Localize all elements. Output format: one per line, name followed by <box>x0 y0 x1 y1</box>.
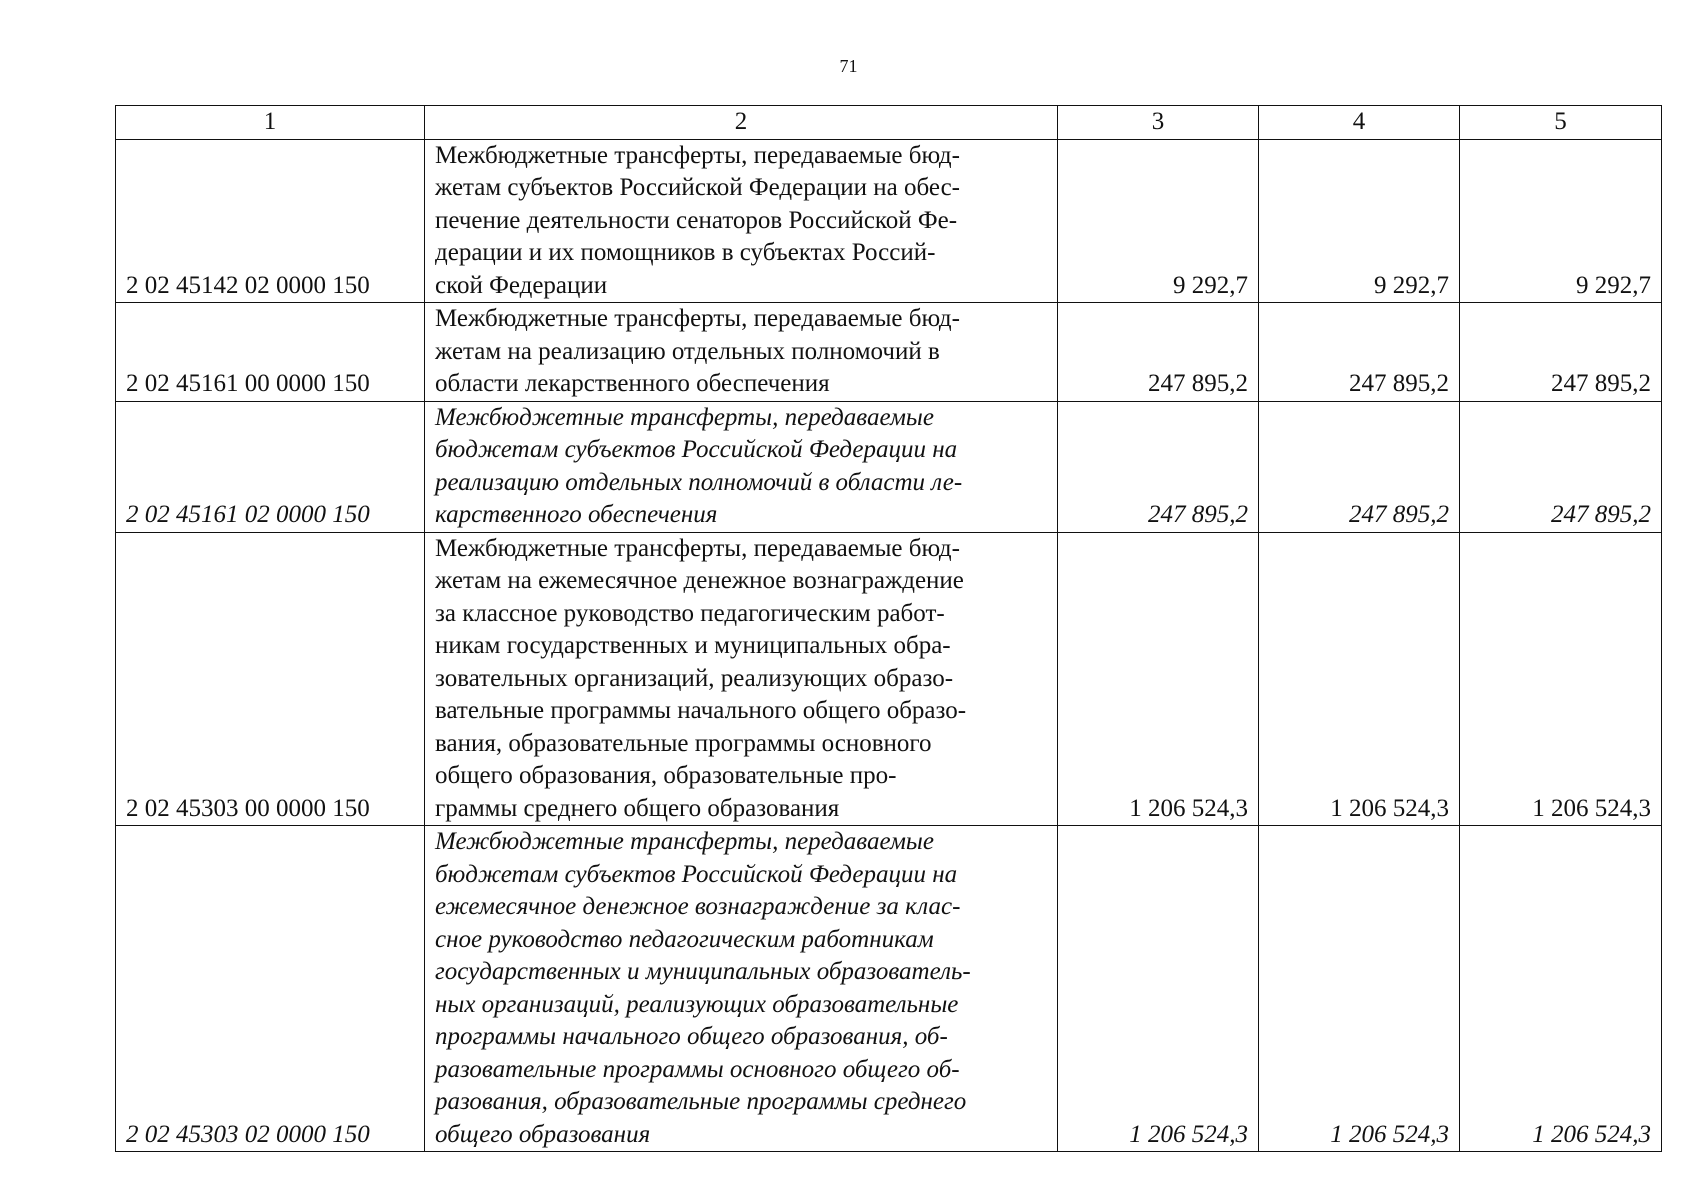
description-line: ных организаций, реализующих образовательные <box>435 990 959 1018</box>
header-column-4: 4 <box>1259 106 1460 140</box>
description-line: карственного обеспечения <box>435 501 718 528</box>
description-line: общего образования <box>435 1120 651 1148</box>
description-line: общего образования, образовательные про- <box>435 762 897 789</box>
header-column-5: 5 <box>1460 106 1662 140</box>
description-cell <box>425 826 1058 1152</box>
description-line: Межбюджетные трансферты, передаваемые <box>435 828 934 855</box>
table-row <box>116 303 1662 402</box>
table-row <box>116 532 1662 826</box>
description-line: Межбюджетные трансферты, передаваемые бюд- <box>435 141 960 169</box>
budget-code-cell: 2 02 45161 00 0000 150 <box>116 303 425 402</box>
amount-cell-column-5: 1 206 524,3 <box>1460 532 1662 826</box>
description-line: разовательные программы основного общего об- <box>435 1055 960 1083</box>
description-line: вания, образовательные программы основного <box>435 729 932 757</box>
budget-code-cell: 2 02 45142 02 0000 150 <box>116 139 425 303</box>
description-cell <box>425 139 1058 303</box>
amount-cell-column-5: 247 895,2 <box>1460 303 1662 402</box>
description-line: Межбюджетные трансферты, передаваемые бюд- <box>435 305 960 332</box>
amount-cell-column-4: 9 292,7 <box>1259 139 1460 303</box>
header-column-2: 2 <box>425 106 1058 140</box>
table-row <box>116 401 1662 532</box>
table-body <box>116 139 1662 1152</box>
page-number: 71 <box>839 56 858 76</box>
description-cell <box>425 401 1058 532</box>
description-cell <box>425 532 1058 826</box>
description-line: ской Федерации <box>435 271 608 299</box>
amount-cell-column-3: 9 292,7 <box>1058 139 1259 303</box>
table-header-row <box>116 106 1662 140</box>
header-column-3: 3 <box>1058 106 1259 140</box>
description-line: программы начального общего образования, об- <box>435 1023 948 1050</box>
description-line: разования, образовательные программы среднего <box>435 1088 967 1115</box>
description-line: жетам субъектов Российской Федерации на обес- <box>435 174 960 201</box>
amount-cell-column-4: 247 895,2 <box>1259 401 1460 532</box>
description-line: зовательных организаций, реализующих образо- <box>435 664 954 692</box>
table-row <box>116 826 1662 1152</box>
description-line: государственных и муниципальных образователь- <box>435 958 971 985</box>
amount-cell-column-3: 1 206 524,3 <box>1058 826 1259 1152</box>
description-cell <box>425 303 1058 402</box>
header-column-1: 1 <box>116 106 425 140</box>
description-line: за классное руководство педагогическим работ- <box>435 599 945 627</box>
description-line: ежемесячное денежное вознаграждение за клас- <box>435 893 961 920</box>
description-line: дерации и их помощников в субъектах Россий- <box>435 239 936 266</box>
description-line: Межбюджетные трансферты, передаваемые <box>435 403 934 431</box>
budget-code-cell: 2 02 45303 02 0000 150 <box>116 826 425 1152</box>
description-line: жетам на реализацию отдельных полномочий в <box>435 337 940 365</box>
table-row <box>116 139 1662 303</box>
description-line: граммы среднего общего образования <box>435 794 840 822</box>
description-line: Межбюджетные трансферты, передаваемые бюд- <box>435 534 960 562</box>
amount-cell-column-4: 247 895,2 <box>1259 303 1460 402</box>
description-line: бюджетам субъектов Российской Федерации на <box>435 436 958 463</box>
budget-table <box>115 105 1662 1152</box>
amount-cell-column-4: 1 206 524,3 <box>1259 826 1460 1152</box>
amount-cell-column-5: 247 895,2 <box>1460 401 1662 532</box>
amount-cell-column-5: 9 292,7 <box>1460 139 1662 303</box>
description-line: печение деятельности сенаторов Российской Фе- <box>435 206 958 234</box>
description-line: бюджетам субъектов Российской Федерации на <box>435 860 958 888</box>
amount-cell-column-3: 1 206 524,3 <box>1058 532 1259 826</box>
description-line: вательные программы начального общего образо- <box>435 697 967 724</box>
description-line: реализацию отдельных полномочий в области ле- <box>435 468 963 496</box>
budget-code-cell: 2 02 45161 02 0000 150 <box>116 401 425 532</box>
description-line: области лекарственного обеспечения <box>435 370 830 397</box>
description-line: сное руководство педагогическим работникам <box>435 925 934 953</box>
amount-cell-column-4: 1 206 524,3 <box>1259 532 1460 826</box>
amount-cell-column-5: 1 206 524,3 <box>1460 826 1662 1152</box>
budget-code-cell: 2 02 45303 00 0000 150 <box>116 532 425 826</box>
description-line: никам государственных и муниципальных обра- <box>435 632 951 659</box>
amount-cell-column-3: 247 895,2 <box>1058 401 1259 532</box>
amount-cell-column-3: 247 895,2 <box>1058 303 1259 402</box>
description-line: жетам на ежемесячное денежное вознаграждение <box>435 567 964 594</box>
